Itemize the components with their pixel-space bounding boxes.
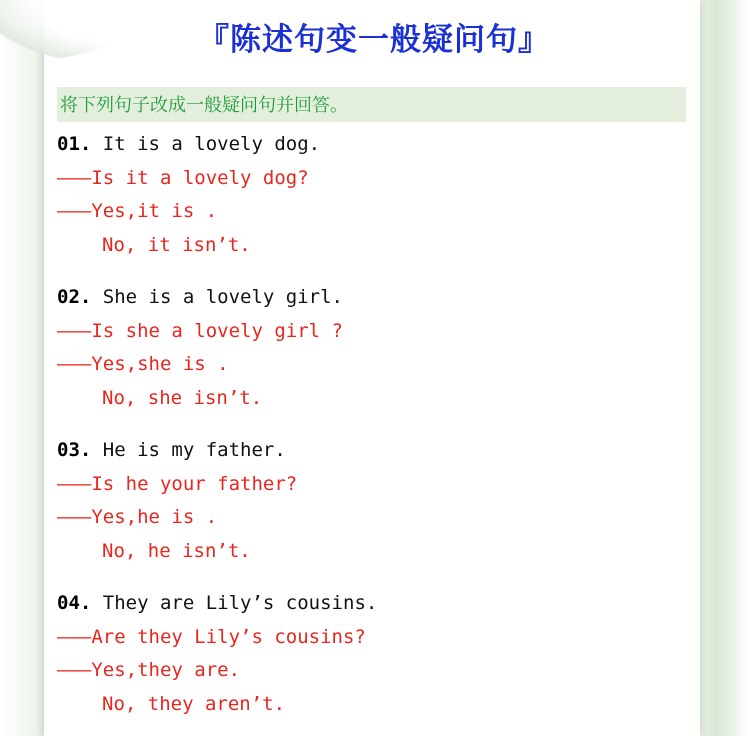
question-text: Is she a lovely girl ? <box>91 320 343 342</box>
page-title: 『陈述句变一般疑问句』 <box>198 22 550 58</box>
no-answer-text: No, it isn’t. <box>102 234 251 256</box>
yes-answer-line <box>57 505 217 529</box>
question-line <box>57 319 343 343</box>
no-answer-text: No, he isn’t. <box>102 540 251 562</box>
item-statement-line <box>57 132 320 156</box>
no-answer-line <box>102 233 251 257</box>
statement-text: He is my father. <box>102 439 286 461</box>
answer-dash: ——— <box>57 167 92 189</box>
item-statement-line <box>57 285 343 309</box>
item-number: 03. <box>57 439 92 461</box>
question-line <box>57 166 309 190</box>
item-number: 04. <box>57 592 92 614</box>
yes-answer-text: Yes,they are. <box>91 659 241 681</box>
instruction-text: 将下列句子改成一般疑问句并回答。 <box>60 95 348 116</box>
yes-answer-line <box>57 199 217 223</box>
answer-dash: ——— <box>57 200 92 222</box>
item-statement-line <box>57 591 377 615</box>
yes-answer-text: Yes,she is . <box>91 353 229 375</box>
answer-dash: ——— <box>57 626 92 648</box>
no-answer-text: No, they aren’t. <box>102 693 286 715</box>
no-answer-line <box>102 386 262 410</box>
question-line <box>57 625 366 649</box>
item-statement-line <box>57 438 286 462</box>
question-text: Is he your father? <box>91 473 298 495</box>
statement-text: It is a lovely dog. <box>102 133 321 155</box>
question-text: Are they Lily’s cousins? <box>91 626 366 648</box>
page-right-margin <box>696 0 748 736</box>
no-answer-text: No, she isn’t. <box>102 387 263 409</box>
yes-answer-line <box>57 352 229 376</box>
no-answer-line <box>102 692 285 716</box>
item-number: 01. <box>57 133 92 155</box>
statement-text: She is a lovely girl. <box>102 286 343 308</box>
answer-dash: ——— <box>57 353 92 375</box>
yes-answer-line <box>57 658 240 682</box>
answer-dash: ——— <box>57 320 92 342</box>
page-left-margin <box>0 0 44 736</box>
answer-dash: ——— <box>57 659 92 681</box>
yes-answer-text: Yes,he is . <box>91 506 218 528</box>
no-answer-line <box>102 539 251 563</box>
answer-dash: ——— <box>57 506 92 528</box>
question-text: Is it a lovely dog? <box>91 167 309 189</box>
statement-text: They are Lily’s cousins. <box>102 592 378 614</box>
item-number: 02. <box>57 286 92 308</box>
question-line <box>57 472 297 496</box>
answer-dash: ——— <box>57 473 92 495</box>
yes-answer-text: Yes,it is . <box>91 200 218 222</box>
